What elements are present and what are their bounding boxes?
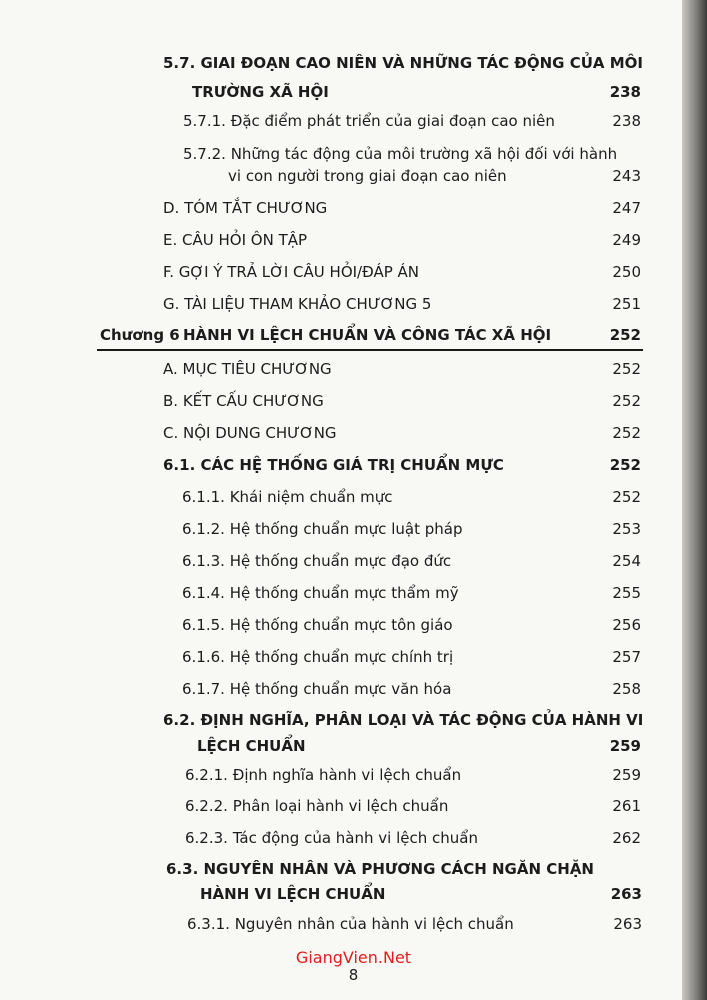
toc-text: 5.7.2. Những tác động của môi trường xã hội đối với hành [183,145,618,163]
toc-page: 257 [612,648,641,666]
toc-page: 252 [612,424,641,442]
toc-text: 6.1.6. Hệ thống chuẩn mực chính trị [182,648,454,666]
toc-text: 6.1.2. Hệ thống chuẩn mực luật pháp [182,520,463,538]
toc-page: 252 [612,360,641,378]
toc-text: 6.1.5. Hệ thống chuẩn mực tôn giáo [182,616,453,634]
toc-page: 263 [613,915,642,933]
toc-page: 255 [612,584,641,602]
toc-page: 263 [610,885,642,903]
toc-text: A. MỤC TIÊU CHƯƠNG [163,360,332,378]
toc-page: 243 [612,167,641,185]
toc-text: 5.7. GIAI ĐOẠN CAO NIÊN VÀ NHỮNG TÁC ĐỘNG CỦA MÔI [163,54,643,72]
toc-page: 259 [612,766,641,784]
toc-page: 262 [612,829,641,847]
toc-text: HÀNH VI LỆCH CHUẨN VÀ CÔNG TÁC XÃ HỘI [183,326,552,344]
book-spine-edge [682,0,707,1000]
toc-page: 261 [612,797,641,815]
toc-page: 256 [612,616,641,634]
chapter-rule [97,349,643,351]
toc-text: 6.1.4. Hệ thống chuẩn mực thẩm mỹ [182,584,459,602]
toc-page: 250 [612,263,641,281]
toc-text: C. NỘI DUNG CHƯƠNG [163,424,337,442]
toc-page: 258 [612,680,641,698]
toc-page: 252 [612,392,641,410]
toc-text: LỆCH CHUẨN [197,737,306,755]
toc-text: 6.2.1. Định nghĩa hành vi lệch chuẩn [185,766,462,784]
toc-page: 252 [612,488,641,506]
toc-text: G. TÀI LIỆU THAM KHẢO CHƯƠNG 5 [163,295,432,313]
toc-page: 254 [612,552,641,570]
toc-text: 6.1.7. Hệ thống chuẩn mực văn hóa [182,680,452,698]
toc-page: 238 [612,112,641,130]
toc-text: 6.3.1. Nguyên nhân của hành vi lệch chuẩn [187,915,514,933]
chapter-label: Chương 6 [100,326,180,344]
toc-text: 5.7.1. Đặc điểm phát triển của giai đoạn cao niên [183,112,555,130]
brand-watermark: GiangVien.Net [295,948,412,967]
toc-page: 249 [612,231,641,249]
toc-text: 6.1.1. Khái niệm chuẩn mực [182,488,393,506]
toc-page: 247 [612,199,641,217]
toc-page: 252 [609,456,641,474]
toc-text: D. TÓM TẮT CHƯƠNG [163,199,328,217]
toc-text: F. GỢI Ý TRẢ LỜI CÂU HỎI/ĐÁP ÁN [163,263,420,281]
page-number: 8 [348,966,359,984]
toc-text: E. CÂU HỎI ÔN TẬP [163,231,308,249]
toc-text: vi con người trong giai đoạn cao niên [228,167,507,185]
toc-text: B. KẾT CẤU CHƯƠNG [163,392,324,410]
toc-text: HÀNH VI LỆCH CHUẨN [200,885,386,903]
toc-page: 251 [612,295,641,313]
toc-page: 252 [609,326,641,344]
toc-text: 6.2. ĐỊNH NGHĨA, PHÂN LOẠI VÀ TÁC ĐỘNG CỦA HÀNH VI [163,711,644,729]
toc-text: 6.3. NGUYÊN NHÂN VÀ PHƯƠNG CÁCH NGĂN CHẶN [166,860,594,878]
toc-text: 6.1.3. Hệ thống chuẩn mực đạo đức [182,552,452,570]
toc-page: 238 [609,83,641,101]
toc-text: TRƯỜNG XÃ HỘI [192,83,329,101]
toc-page: 253 [612,520,641,538]
toc-text: 6.2.2. Phân loại hành vi lệch chuẩn [185,797,449,815]
toc-text: 6.2.3. Tác động của hành vi lệch chuẩn [185,829,478,847]
toc-text: 6.1. CÁC HỆ THỐNG GIÁ TRỊ CHUẨN MỰC [163,456,504,474]
toc-page: 259 [609,737,641,755]
